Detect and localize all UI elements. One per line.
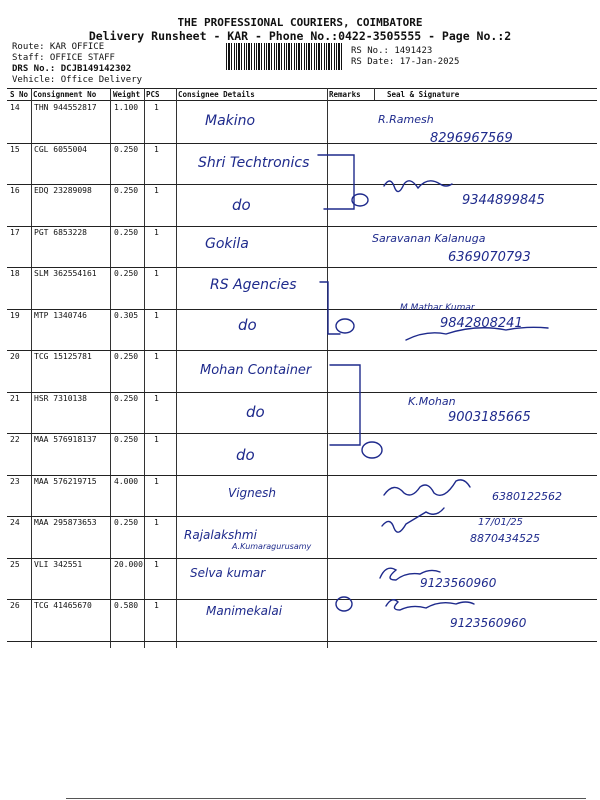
row-pcs: 1 (154, 227, 159, 237)
row-pcs: 1 (154, 310, 159, 320)
row-sno: 20 (10, 352, 20, 361)
page-bottom-line (66, 798, 586, 799)
row-sno: 14 (10, 103, 20, 112)
hw-sub-consignee: A.Kumaragurusamy (232, 542, 312, 551)
row-weight: 0.250 (114, 435, 139, 444)
row-sno: 16 (10, 186, 20, 195)
staff-label: Staff: OFFICE STAFF (12, 53, 115, 63)
runsheet-title: Delivery Runsheet - KAR - Phone No.:0422-3505555 - Page No.:2 (88, 29, 512, 43)
signature-stroke (382, 508, 444, 532)
row-sno: 17 (10, 227, 20, 237)
signature-stroke (386, 600, 474, 610)
row-sno: 22 (10, 435, 20, 444)
row-consignment-no: MAA 576219715 (34, 476, 97, 486)
row-weight: 0.580 (114, 601, 139, 610)
col-consignee-header: Consignee Details (178, 90, 255, 99)
row-weight: 0.250 (114, 352, 139, 361)
row-consignment-no: SLM 362554161 (34, 269, 97, 278)
row-sno: 23 (10, 476, 20, 486)
row-consignment-no: CGL 6055004 (34, 144, 87, 154)
row-consignment-no: MAA 576918137 (34, 435, 97, 444)
hw-consignee-20: Mohan Container (200, 363, 312, 378)
row-pcs: 1 (154, 476, 159, 486)
row-pcs: 1 (154, 103, 159, 112)
row-weight: 1.100 (114, 103, 139, 112)
drs-number: DRS No.: DCJB149142302 (12, 64, 132, 74)
row-pcs: 1 (154, 435, 159, 444)
hw-consignee-15: Shri Techtronics (198, 155, 310, 171)
bracket-mark (320, 282, 340, 334)
row-weight: 0.250 (114, 518, 139, 527)
row-pcs: 1 (154, 269, 159, 278)
col-seal-header: Seal & Signature (387, 90, 460, 99)
col-weight-header: Weight (113, 90, 141, 99)
hw-phone-25: 9123560960 (420, 576, 497, 590)
hw-consignee-26: Manimekalai (206, 604, 283, 618)
circled-mark (362, 442, 382, 458)
col-remarks-header: Remarks (329, 90, 361, 99)
row-sno: 24 (10, 518, 20, 527)
col-pcs-header: PCS (146, 90, 160, 99)
rs-number: RS No.: 1491423 (351, 46, 433, 56)
circled-mark (336, 319, 354, 333)
bracket-mark (330, 365, 360, 445)
hw-consignee-23: Vignesh (228, 486, 277, 500)
company-title: THE PROFESSIONAL COURIERS, COIMBATORE (177, 16, 423, 29)
hw-phone-19: 9842808241 (440, 316, 523, 331)
row-pcs: 1 (154, 518, 159, 527)
hw-phone-21: 9003185665 (448, 410, 531, 425)
row-sno: 21 (10, 393, 20, 403)
row-pcs: 1 (154, 186, 159, 195)
row-weight: 0.250 (114, 269, 139, 278)
hw-date-note: 17/01/25 (478, 517, 523, 528)
row-sno: 26 (10, 601, 20, 610)
row-pcs: 1 (154, 393, 159, 403)
row-weight: 4.000 (114, 476, 139, 486)
row-consignment-no: HSR 7310138 (34, 393, 87, 403)
row-sno: 19 (10, 310, 20, 320)
row-pcs: 1 (154, 559, 159, 569)
row-pcs: 1 (154, 601, 159, 610)
circled-mark (336, 597, 352, 611)
hw-phone-14: 8296967569 (430, 131, 513, 146)
signature-stroke (380, 568, 440, 580)
row-consignment-no: VLI 342551 (34, 559, 83, 569)
hw-sign-name-21: K.Mohan (408, 395, 456, 408)
hw-phone-16: 9344899845 (462, 193, 545, 208)
row-consignment-no: THN 944552817 (34, 103, 97, 112)
row-consignment-no: PGT 6853228 (34, 227, 87, 237)
row-sno: 25 (10, 559, 20, 569)
row-sno: 18 (10, 269, 20, 278)
row-consignment-no: TCG 15125781 (34, 352, 92, 361)
row-consignment-no: EDQ 23289098 (34, 186, 92, 195)
hw-consignee-21: do (246, 403, 265, 421)
row-consignment-no: TCG 41465670 (34, 601, 92, 610)
col-sno-header: S No (10, 90, 29, 99)
route-label: Route: KAR OFFICE (12, 42, 105, 52)
col-consignment-header: Consignment No (33, 90, 97, 99)
hw-consignee-22: do (236, 446, 255, 464)
row-weight: 20.000 (114, 559, 143, 569)
hw-consignee-14: Makino (205, 113, 256, 129)
row-weight: 0.305 (114, 310, 139, 320)
row-sno: 15 (10, 144, 20, 154)
hw-consignee-17: Gokila (205, 236, 249, 252)
hw-sign-name-14: R.Ramesh (378, 113, 434, 126)
hw-phone-17: 6369070793 (448, 250, 531, 265)
hw-consignee-16: do (232, 196, 251, 214)
hw-phone-26: 9123560960 (450, 616, 527, 630)
row-pcs: 1 (154, 352, 159, 361)
row-consignment-no: MTP 1340746 (34, 310, 87, 320)
row-weight: 0.250 (114, 227, 139, 237)
signature-stroke (384, 181, 452, 192)
row-consignment-no: MAA 295873653 (34, 518, 97, 527)
signature-stroke (406, 327, 548, 340)
rs-date: RS Date: 17-Jan-2025 (351, 57, 460, 67)
hw-phone-24: 8870434525 (470, 532, 540, 545)
vehicle-label: Vehicle: Office Delivery (12, 75, 143, 85)
hw-consignee-24: Rajalakshmi (184, 528, 257, 542)
hw-sign-name-19: M.Mathar Kumar (400, 303, 475, 313)
hw-consignee-19: do (238, 316, 257, 334)
row-pcs: 1 (154, 144, 159, 154)
row-weight: 0.250 (114, 393, 139, 403)
hw-phone-23: 6380122562 (492, 490, 562, 503)
hw-consignee-18: RS Agencies (210, 277, 297, 293)
row-weight: 0.250 (114, 144, 139, 154)
signature-stroke (384, 480, 470, 495)
hw-sign-name-17: Saravanan Kalanuga (372, 232, 486, 245)
row-weight: 0.250 (114, 186, 139, 195)
hw-consignee-25: Selva kumar (190, 566, 266, 580)
bracket-mark (318, 155, 354, 209)
